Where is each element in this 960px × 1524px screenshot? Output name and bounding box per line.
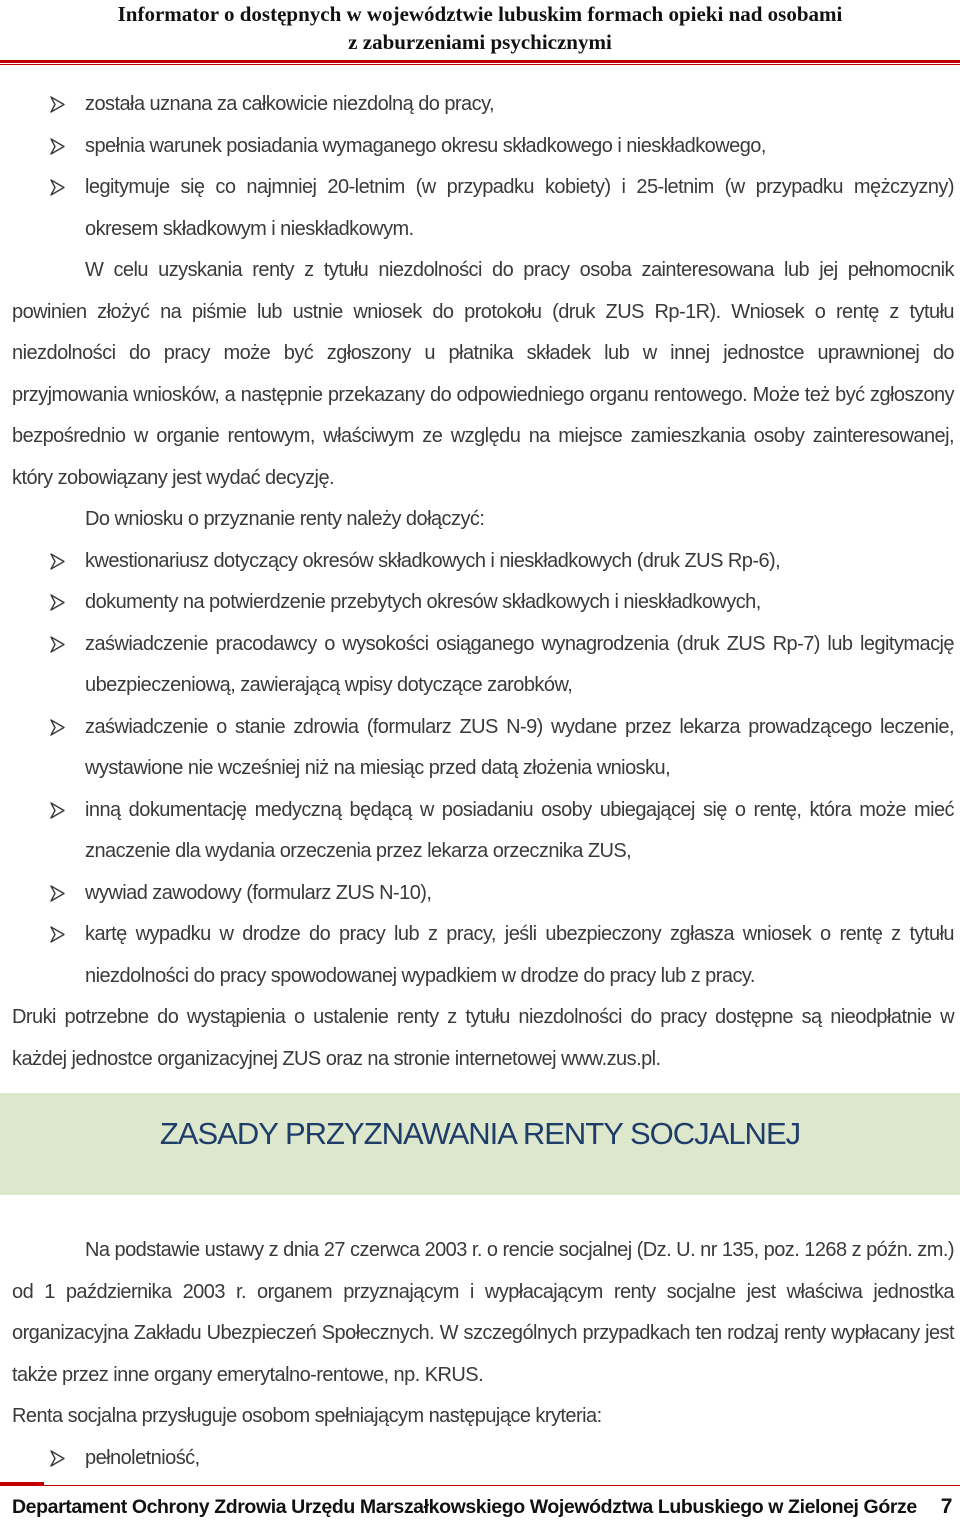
paragraph-legal-basis: Na podstawie ustawy z dnia 27 czerwca 2003 r. o rencie socjalnej (Dz. U. nr 135, poz. 1268 z późn. zm.) od 1 października 2003 r. organem przyznającym i wypłacającym renty socjalne jest właściwa jednostka organizacyjna Zakładu Ubezpieczeń Społecznych. W szczególnych przypadkach ten rodzaj renty wypłacany jest także przez inne organy emerytalno-rentowe, np. KRUS. bbox=[12, 1239, 954, 1386]
list-item bbox=[12, 790, 954, 873]
arrowhead-bullet-icon bbox=[50, 84, 70, 125]
list-item bbox=[12, 126, 954, 168]
arrowhead-bullet-icon bbox=[50, 126, 70, 167]
main-content bbox=[12, 84, 954, 1080]
header-title-line1: Informator o dostępnych w województwie lubuskim formach opieki nad osobami bbox=[117, 2, 843, 26]
list-item bbox=[12, 1438, 954, 1480]
list-item-text: wywiad zawodowy (formularz ZUS N-10), bbox=[85, 881, 432, 904]
list-item bbox=[12, 873, 954, 915]
list-item-text: legitymuje się co najmniej 20-letnim (w przypadku kobiety) i 25-letnim (w przypadku mężczyzny) okresem składkowym i nieskładkowym. bbox=[85, 176, 954, 240]
list-item bbox=[12, 582, 954, 624]
page-number: 7 bbox=[940, 1495, 952, 1518]
header-title-line2: z zaburzeniami psychicznymi bbox=[348, 30, 612, 54]
page-footer bbox=[12, 1494, 954, 1520]
list-item-text: dokumenty na potwierdzenie przebytych okresów składkowych i nieskładkowych, bbox=[85, 591, 761, 613]
arrowhead-bullet-icon bbox=[50, 624, 70, 665]
list-item-text: została uznana za całkowicie niezdolną do pracy, bbox=[85, 93, 495, 115]
arrowhead-bullet-icon bbox=[50, 790, 70, 831]
header-divider-thin bbox=[0, 64, 960, 65]
arrowhead-bullet-icon bbox=[50, 873, 70, 914]
list-item-text: spełnia warunek posiadania wymaganego okresu składkowego i nieskładkowego, bbox=[85, 134, 766, 157]
arrowhead-bullet-icon bbox=[50, 707, 70, 748]
footer-text: Departament Ochrony Zdrowia Urzędu Marszałkowskiego Województwa Lubuskiego w Zielonej Górze bbox=[12, 1496, 917, 1518]
arrowhead-bullet-icon bbox=[50, 167, 70, 208]
page-header bbox=[0, 0, 960, 56]
list-item-text: pełnoletniość, bbox=[85, 1446, 200, 1469]
list-item-text: zaświadczenie o stanie zdrowia (formularz ZUS N-9) wydane przez lekarza prowadzącego leczenie, wystawione nie wcześniej niż na miesiąc przed datą złożenia wniosku, bbox=[85, 715, 954, 779]
list-item bbox=[12, 167, 954, 250]
arrowhead-bullet-icon bbox=[50, 914, 70, 955]
paragraph-criteria-intro: Renta socjalna przysługuje osobom spełniającym następujące kryteria: bbox=[12, 1405, 602, 1427]
list-item bbox=[12, 707, 954, 790]
list-item-text: kartę wypadku w drodze do pracy lub z pracy, jeśli ubezpieczony zgłasza wniosek o rentę z tytułu niezdolności do pracy spowodowanej wypadkiem w drodze do pracy lub z pracy. bbox=[85, 923, 954, 987]
list-item-text: zaświadczenie pracodawcy o wysokości osiąganego wynagrodzenia (druk ZUS Rp-7) lub legitymację ubezpieczeniową, zawierającą wpisy dotyczące zarobków, bbox=[85, 632, 954, 696]
section-title: ZASADY PRZYZNAWANIA RENTY SOCJALNEJ bbox=[159, 1116, 801, 1151]
list-item-text: kwestionariusz dotyczący okresów składkowych i nieskładkowych (druk ZUS Rp-6), bbox=[85, 549, 781, 572]
paragraph-forms-availability: Druki potrzebne do wystąpienia o ustalenie renty z tytułu niezdolności do pracy dostępne są nieodpłatnie w każdej jednostce organizacyjnej ZUS oraz na stronie internetowej www.zus.pl. bbox=[12, 1006, 954, 1070]
list-item bbox=[12, 624, 954, 707]
list-item-text: inną dokumentację medyczną będącą w posiadaniu osoby ubiegającej się o rentę, która może mieć znaczenie dla wydania orzeczenia przez lekarza orzecznika ZUS, bbox=[85, 798, 954, 862]
paragraph-application: W celu uzyskania renty z tytułu niezdolności do pracy osoba zainteresowana lub jej pełnomocnik powinien złożyć na piśmie lub ustnie wniosek do protokołu (druk ZUS Rp-1R). Wniosek o rentę z tytułu niezdolności do pracy może być zgłoszony u płatnika składek lub w innej jednostce uprawnionej do przyjmowania wniosków, a następnie przekazany do odpowiedniego organu rentowego. Może też być zgłoszony bezpośrednio w organie rentowym, właściwym ze względu na miejsce zamieszkania osoby zainteresowanej, który zobowiązany jest wydać decyzję. bbox=[12, 259, 954, 489]
list-item bbox=[12, 541, 954, 583]
section-content bbox=[12, 1230, 954, 1479]
arrowhead-bullet-icon bbox=[50, 1438, 70, 1479]
footer-divider bbox=[0, 1485, 960, 1486]
list-item bbox=[12, 914, 954, 997]
arrowhead-bullet-icon bbox=[50, 541, 70, 582]
header-divider bbox=[0, 60, 960, 63]
list-item bbox=[12, 84, 954, 126]
arrowhead-bullet-icon bbox=[50, 582, 70, 623]
paragraph-attachments-intro: Do wniosku o przyznanie renty należy dołączyć: bbox=[85, 508, 485, 530]
